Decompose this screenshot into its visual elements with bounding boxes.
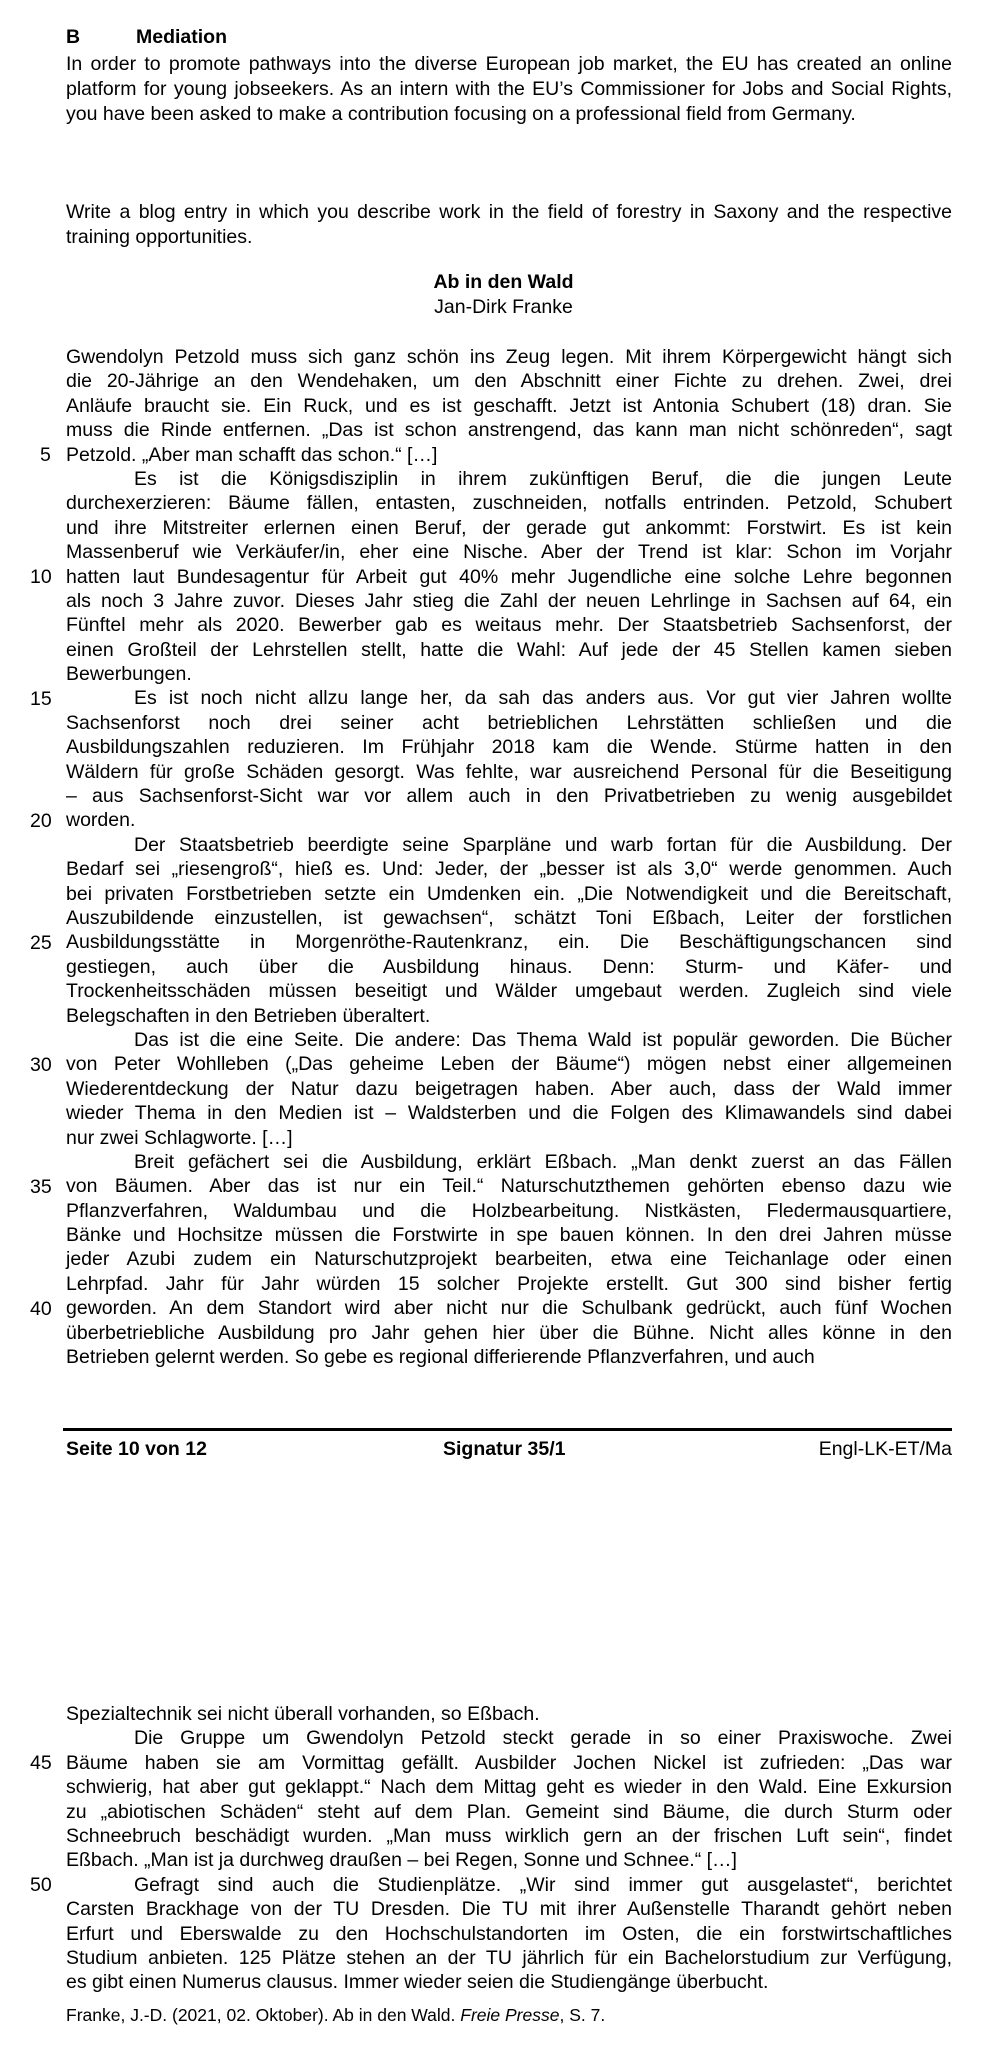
text-line: von Bäumen. Aber das ist nur ein Teil.“ Naturschutzthemen gehörten ebenso dazu wie	[66, 1175, 952, 1198]
text-line: Die Gruppe um Gwendolyn Petzold steckt gerade in so einer Praxiswoche. Zwei	[134, 1727, 952, 1750]
section-title: Mediation	[136, 26, 227, 48]
text-line: durchexerzieren: Bäume fällen, entasten, zuschneiden, notfalls entrinden. Petzold, Schubert	[66, 492, 952, 515]
section-heading	[66, 26, 227, 49]
citation	[66, 2003, 605, 2027]
article-text-page2	[66, 1702, 952, 1995]
text-line: Ausbildungsstätte in Morgenröthe-Rautenkranz, ein. Die Beschäftigungschancen sind	[66, 931, 952, 954]
citation-prefix: Franke, J.-D. (2021, 02. Oktober). Ab in den Wald.	[66, 2005, 461, 2025]
line-number: 35	[30, 1175, 52, 1198]
text-line: hatten laut Bundesagentur für Arbeit gut 40% mehr Jugendliche eine solche Lehre begonnen	[66, 565, 952, 588]
text-line: Sachsenforst noch drei seiner acht betrieblichen Lehrstätten schließen und die	[66, 711, 952, 734]
footer-page: Seite 10 von 12	[66, 1438, 207, 1460]
text-line: worden.	[66, 809, 136, 832]
footer-signature: Signatur 35/1	[443, 1438, 566, 1460]
text-line: Belegschaften in den Betrieben überaltert.	[66, 1004, 431, 1027]
line-number: 25	[30, 931, 52, 954]
text-line: Gwendolyn Petzold muss sich ganz schön ins Zeug legen. Mit ihrem Körpergewicht hängt sich	[66, 346, 952, 368]
text-line: Breit gefächert sei die Ausbildung, erklärt Eßbach. „Man denkt zuerst an das Fällen	[134, 1150, 952, 1173]
text-line: Bewerbungen.	[66, 663, 192, 686]
text-line: Studium anbieten. 125 Plätze stehen an der TU jährlich für ein Bachelorstudium zur Verfügung,	[66, 1946, 952, 1969]
citation-suffix: , S. 7.	[559, 2005, 606, 2025]
text-line: zu „abiotischen Schäden“ steht auf dem Plan. Gemeint sind Bäume, die durch Sturm oder	[66, 1800, 952, 1823]
text-line: Eßbach. „Man ist ja durchweg draußen – bei Regen, Sonne und Schnee.“ […]	[66, 1849, 737, 1872]
text-line: Der Staatsbetrieb beerdigte seine Sparpläne und warb fortan für die Ausbildung. Der	[134, 833, 952, 856]
citation-source: Freie Presse	[460, 2005, 560, 2025]
text-line: wieder Thema in den Medien ist – Waldsterben und die Folgen des Klimawandels sind dabei	[66, 1102, 952, 1125]
line-number: 10	[30, 565, 52, 588]
footer-rule	[63, 1428, 952, 1431]
text-line: bei privaten Forstbetrieben setzte ein Umdenken ein. „Die Notwendigkeit und die Bereitschaft,	[66, 882, 952, 905]
text-line: überbetriebliche Ausbildung pro Jahr gehen hier über die Bühne. Nicht alles könne in den	[66, 1321, 952, 1344]
line-number: 50	[30, 1873, 52, 1896]
text-line: Massenberuf wie Verkäufer/in, eher eine Nische. Aber der Trend ist klar: Schon im Vorjahr	[66, 541, 952, 564]
line-number: 30	[30, 1053, 52, 1076]
article-heading	[0, 270, 1007, 320]
article-author: Jan-Dirk Franke	[434, 296, 573, 318]
text-line: Lehrpfad. Jahr für Jahr würden 15 solcher Projekte erstellt. Gut 300 sind bisher fertig	[66, 1272, 952, 1295]
text-line: Fünftel mehr als 2020. Bewerber gab es weitaus mehr. Der Staatsbetrieb Sachsenforst, der	[66, 614, 952, 637]
text-line: Gefragt sind auch die Studienplätze. „Wir sind immer gut ausgelastet“, berichtet	[134, 1873, 952, 1896]
text-line: jeder Azubi zudem ein Naturschutzprojekt bearbeiten, etwa eine Teichanlage oder einen	[66, 1248, 952, 1271]
article-text-page1	[66, 345, 952, 1369]
footer-code: Engl-LK-ET/Ma	[818, 1438, 952, 1460]
text-line: schwierig, hat aber gut geklappt.“ Nach dem Mittag geht es wieder in den Wald. Eine Exkursion	[66, 1776, 952, 1799]
line-number: 20	[30, 809, 52, 832]
text-line: Ausbildungszahlen reduzieren. Im Frühjahr 2018 kam die Wende. Stürme hatten in den	[66, 736, 952, 759]
text-line: Bänke und Hochsitze müssen die Forstwirte in spe bauen können. In den drei Jahren müsse	[66, 1224, 952, 1247]
text-line: Wäldern für große Schäden gesorgt. Was fehlte, war ausreichend Personal für die Beseitigung	[66, 760, 952, 783]
text-line: Pflanzverfahren, Waldumbau und die Holzbearbeitung. Nistkästen, Fledermausquartiere,	[66, 1199, 952, 1222]
text-line: muss die Rinde entfernen. „Das ist schon anstrengend, das kann man nicht schönreden“, sagt	[66, 419, 952, 442]
article-title: Ab in den Wald	[433, 271, 574, 293]
text-line: Petzold. „Aber man schafft das schon.“ […]	[66, 443, 438, 466]
text-line: Es ist noch nicht allzu lange her, da sah das anders aus. Vor gut vier Jahren wollte	[134, 687, 952, 710]
text-line: gestiegen, auch über die Ausbildung hinaus. Denn: Sturm- und Käfer- und	[66, 955, 952, 978]
section-letter: B	[66, 26, 81, 48]
line-number: 45	[30, 1751, 52, 1774]
task-intro: In order to promote pathways into the diverse European job market, the EU has created an online platform for young jobseekers. As an intern with the EU’s Commissioner for Jobs and Social Rights, you have been asked to make a contribution focusing on a professional field from Germany.	[66, 53, 952, 125]
text-line: Wiederentdeckung der Natur dazu beigetragen haben. Aber auch, dass der Wald immer	[66, 1077, 952, 1100]
text-line: geworden. An dem Standort wird aber nicht nur die Schulbank gedrückt, auch fünf Wochen	[66, 1297, 952, 1320]
text-line: – aus Sachsenforst-Sicht war vor allem auch in den Privatbetrieben zu wenig ausgebildet	[66, 785, 952, 808]
task-instruction: Write a blog entry in which you describe work in the field of forestry in Saxony and the respective training opportunities.	[66, 201, 952, 248]
text-line: Das ist die eine Seite. Die andere: Das Thema Wald ist populär geworden. Die Bücher	[134, 1028, 952, 1051]
text-line: und ihre Mitstreiter erlernen einen Beruf, der gerade gut ankommt: Forstwirt. Es ist kein	[66, 516, 952, 539]
text-line: Bedarf sei „riesengroß“, hieß es. Und: Jeder, der „besser ist als 3,0“ werde genommen. Auch	[66, 858, 952, 881]
text-line: Bäume haben sie am Vormittag gefällt. Ausbilder Jochen Nickel ist zufrieden: „Das war	[66, 1751, 952, 1774]
text-line: Auszubildende einzustellen, ist gewachsen“, schätzt Toni Eßbach, Leiter der forstlichen	[66, 906, 952, 929]
text-line: es gibt einen Numerus clausus. Immer wieder seien die Studiengänge überbucht.	[66, 1971, 769, 1994]
line-number: 15	[30, 687, 52, 710]
text-line: Es ist die Königsdisziplin in ihrem zukünftigen Beruf, die die jungen Leute	[134, 467, 952, 490]
text-line: Schneebruch beschädigt wurden. „Man muss wirklich gern an der frischen Luft sein“, findet	[66, 1824, 952, 1847]
text-line: Erfurt und Eberswalde zu den Hochschulstandorten im Osten, die ein forstwirtschaftliches	[66, 1922, 952, 1945]
text-line: die 20-Jährige an den Wendehaken, um den Abschnitt einer Fichte zu drehen. Zwei, drei	[66, 370, 952, 393]
text-line: Betrieben gelernt werden. So gebe es regional differierende Pflanzverfahren, und auch	[66, 1346, 815, 1369]
text-line: einen Großteil der Lehrstellen stellt, hatte die Wahl: Auf jede der 45 Stellen kamen sieben	[66, 638, 952, 661]
text-line: Anläufe braucht sie. Ein Ruck, und es ist geschafft. Jetzt ist Antonia Schubert (18) dran. Sie	[66, 394, 952, 417]
text-line: von Peter Wohlleben („Das geheime Leben der Bäume“) mögen nebst einer allgemeinen	[66, 1053, 952, 1076]
text-line: nur zwei Schlagworte. […]	[66, 1126, 293, 1149]
line-number: 40	[30, 1297, 52, 1320]
text-line: als noch 3 Jahre zuvor. Dieses Jahr stieg die Zahl der neuen Lehrlinge in Sachsen auf 64, ein	[66, 589, 952, 612]
text-line: Trockenheitsschäden müssen beseitigt und Wälder umgebaut werden. Zugleich sind viele	[66, 980, 952, 1003]
text-line: Spezialtechnik sei nicht überall vorhanden, so Eßbach.	[66, 1703, 540, 1725]
line-number: 5	[40, 443, 51, 466]
text-line: Carsten Brackhage von der TU Dresden. Die TU mit ihrer Außenstelle Tharandt gehört neben	[66, 1898, 952, 1921]
